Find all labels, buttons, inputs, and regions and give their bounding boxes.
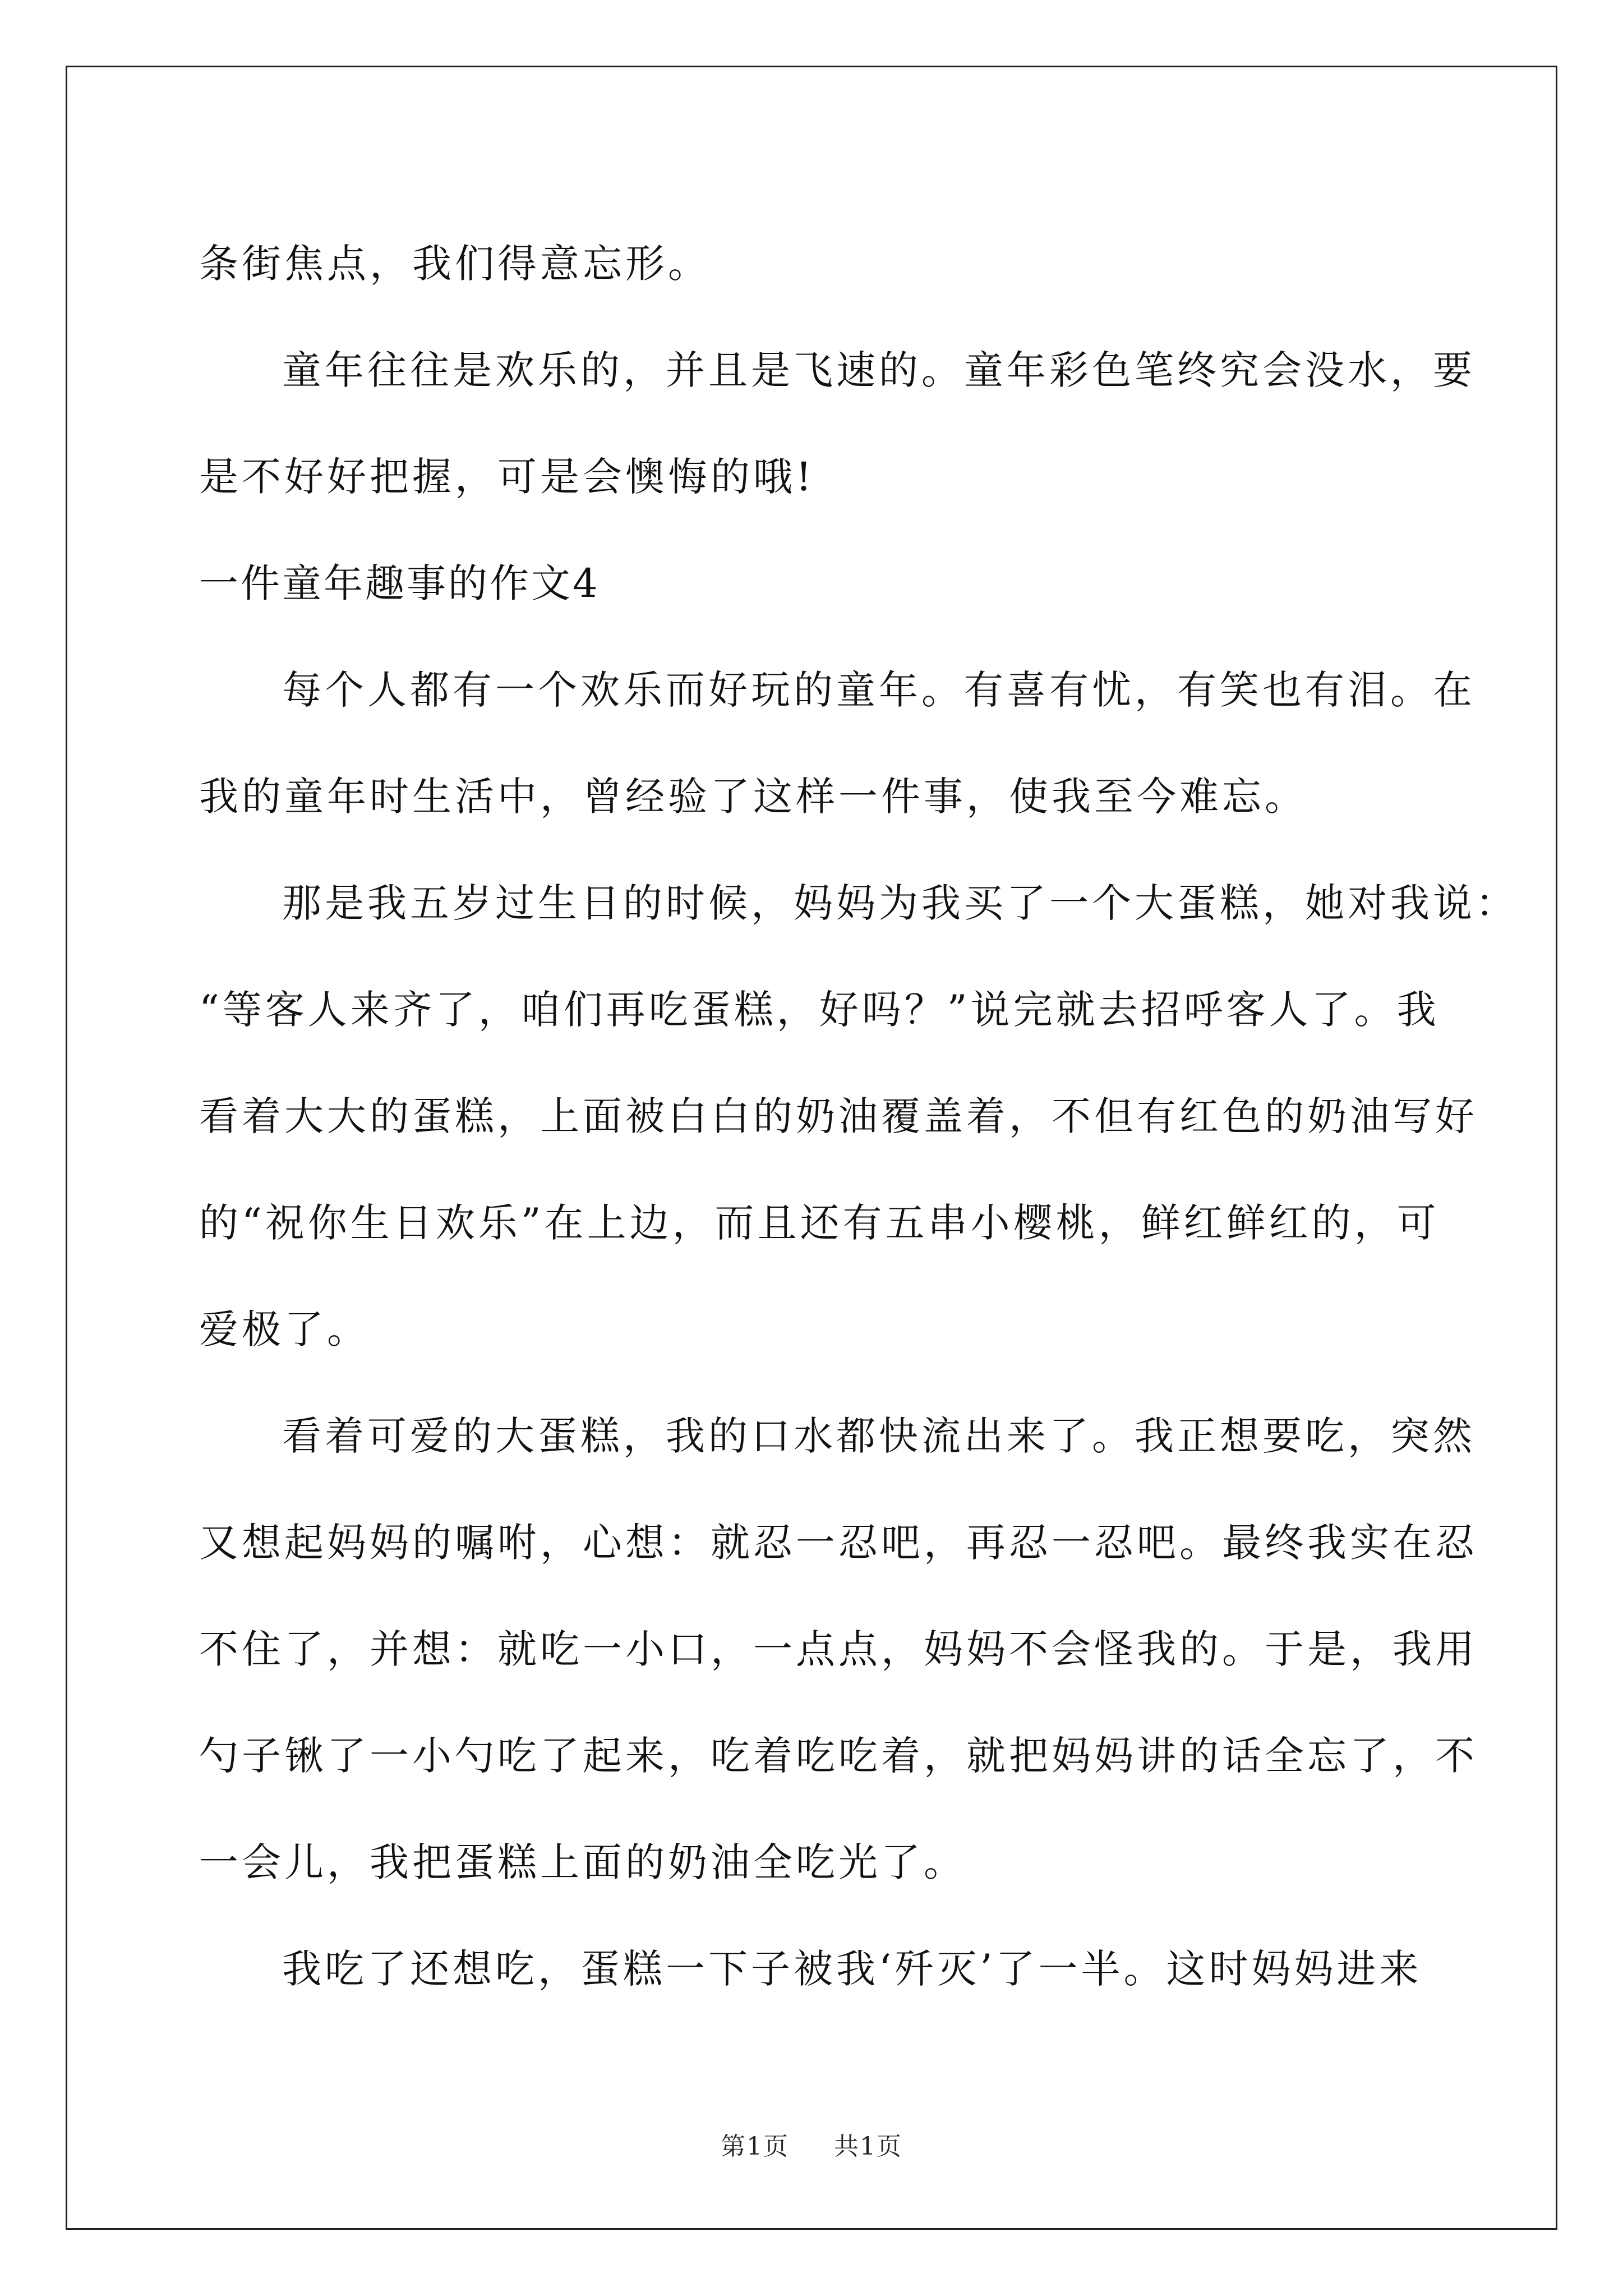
text-line-12: 看着可爱的大蛋糕，我的口水都快流出来了。我正想要吃，突然 [282, 1413, 1476, 1459]
text-line-7: 那是我五岁过生日的时候，妈妈为我买了一个大蛋糕，她对我说： [282, 880, 1518, 926]
text-line-13: 又想起妈妈的嘱咐，心想：就忍一忍吧，再忍一忍吧。最终我实在忍 [199, 1520, 1478, 1566]
text-line-11: 爱极了。 [199, 1306, 370, 1352]
document-body [199, 210, 1518, 2022]
text-line-5: 每个人都有一个欢乐而好玩的童年。有喜有忧，有笑也有泪。在 [282, 667, 1476, 713]
text-line-1: 条街焦点，我们得意忘形。 [199, 241, 711, 287]
text-line-2: 童年往往是欢乐的，并且是飞速的。童年彩色笔终究会没水，要 [282, 347, 1476, 393]
text-line-9: 看着大大的蛋糕，上面被白白的奶油覆盖着，不但有红色的奶油写好 [199, 1093, 1478, 1139]
page-total: 共1页 [834, 2132, 902, 2161]
text-line-6: 我的童年时生活中，曾经验了这样一件事，使我至今难忘。 [199, 774, 1307, 820]
text-line-15: 勺子锹了一小勺吃了起来，吃着吃吃着，就把妈妈讲的话全忘了，不 [199, 1733, 1478, 1779]
text-line-16: 一会儿，我把蛋糕上面的奶油全吃光了。 [199, 1839, 966, 1885]
section-heading: 一件童年趣事的作文4 [199, 560, 600, 606]
text-line-14: 不住了，并想：就吃一小口，一点点，妈妈不会怪我的。于是，我用 [199, 1626, 1478, 1672]
page-number: 第1页 [721, 2132, 789, 2161]
text-line-3: 是不好好把握，可是会懊悔的哦! [199, 454, 815, 500]
page-footer [0, 2126, 1623, 2162]
text-line-10: 的“祝你生日欢乐”在上边，而且还有五串小樱桃，鲜红鲜红的，可 [199, 1200, 1440, 1246]
text-line-17: 我吃了还想吃，蛋糕一下子被我‘歼灭’了一半。这时妈妈进来 [282, 1946, 1422, 1992]
text-line-8: “等客人来齐了，咱们再吃蛋糕，好吗？”说完就去招呼客人了。我 [199, 987, 1440, 1033]
